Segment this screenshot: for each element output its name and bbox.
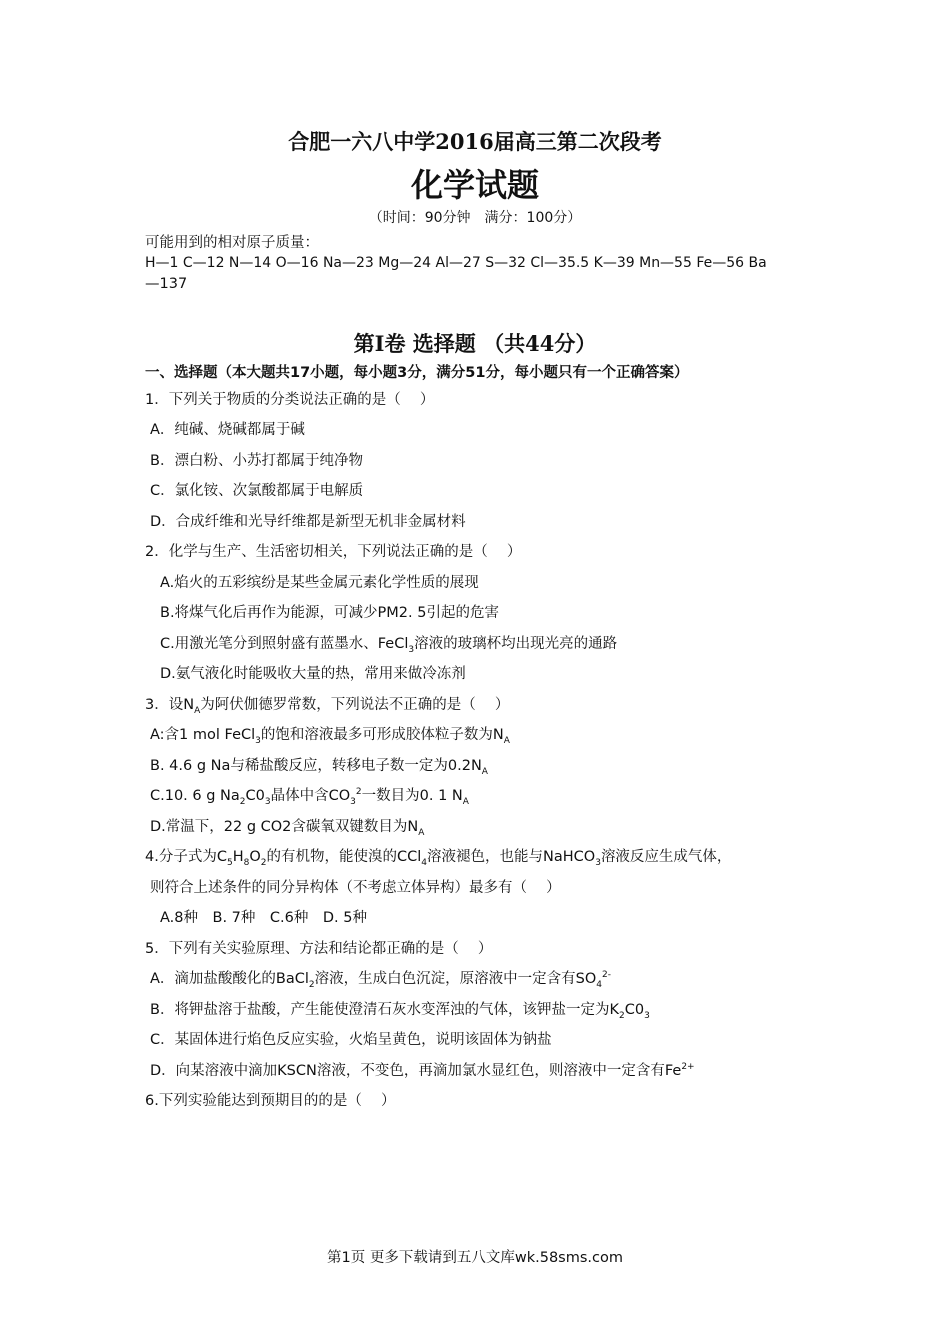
q2-option-c: C.用激光笔分到照射盛有蓝墨水、FeCl$_3$溶液的玻璃杯均出现光亮的通路 — [160, 636, 618, 655]
q4-options: A.8种 B. 7种 C.6种 D. 5种 — [160, 910, 367, 926]
q1-option-a: A．纯碱、烧碱都属于碱 — [150, 422, 305, 438]
q3-option-c: C.10. 6 g $Na_2C0_3$晶体中含$CO_3^2$一数目为0. 1 $N_A$ — [150, 787, 469, 807]
q6-stem: 6.下列实验能达到预期目的的是（ ） — [145, 1093, 396, 1109]
q5-stem: 5．下列有关实验原理、方法和结论都正确的是（ ） — [145, 941, 493, 957]
q3-option-b: B. 4.6 g Na与稀盐酸反应，转移电子数一定为$0.2N_A$ — [150, 758, 488, 777]
school-title: 合肥一六八中学2016届高三第二次段考 — [288, 129, 662, 154]
q2-option-a: A.焰火的五彩缤纷是某些金属元素化学性质的展现 — [160, 575, 479, 591]
section-title: 第Ⅰ卷 选择题 （共44分） — [353, 331, 597, 356]
q3-option-a: A:含1 mol FeCl$_3$的饱和溶液最多可形成胶体粒子数为$N_A$ — [150, 727, 510, 746]
q4-stem: 4.分子式为$C_5H_8O_2$的有机物，能使溴的CCl$_4$溶液褪色，也能与NaHCO$_3$溶液反应生成气体， — [145, 849, 732, 868]
q5-option-b: B．将钾盐溶于盐酸，产生能使澄清石灰水变浑浊的气体，该钾盐一定为$K_2C0_3$ — [150, 1002, 650, 1021]
q1-option-c: C．氯化铵、次氯酸都属于电解质 — [150, 483, 364, 499]
atomic-mass-line2: —137 — [145, 276, 188, 292]
q1-stem: 1．下列关于物质的分类说法正确的是（ ） — [145, 392, 435, 408]
atomic-mass-label: 可能用到的相对原子质量： — [145, 235, 319, 251]
q5-option-d: D．向某溶液中滴加KSCN溶液，不变色，再滴加氯水显红色，则溶液中一定含有$Fe^{2+}$ — [150, 1062, 695, 1079]
q2-option-d: D.氨气液化时能吸收大量的热，常用来做冷冻剂 — [160, 666, 466, 682]
exam-title: 化学试题 — [410, 166, 539, 204]
q5-option-c: C．某固体进行焰色反应实验，火焰呈黄色，说明该固体为钠盐 — [150, 1032, 552, 1048]
q3-option-d: D.常温下，22 g CO2含碳氧双键数目为$N_A$ — [150, 819, 425, 838]
exam-info: （时间：90分钟 满分：100分） — [368, 210, 582, 226]
q4-stem-line2: 则符合上述条件的同分异构体（不考虑立体异构）最多有（ ） — [150, 880, 561, 896]
q3-stem: 3．设$N_A$为阿伏伽德罗常数，下列说法不正确的是（ ） — [145, 697, 510, 716]
instructions: 一、选择题（本大题共17小题，每小题3分，满分51分，每小题只有一个正确答案） — [145, 365, 689, 381]
atomic-mass-line1: H—1 C—12 N—14 O—16 Na—23 Mg—24 Al—27 S—32 Cl—35.5 K—39 Mn—55 Fe—56 Ba — [145, 255, 767, 271]
page-footer: 第1页 更多下载请到五八文库wk.58sms.com — [327, 1250, 623, 1266]
q2-option-b: B.将煤气化后再作为能源，可减少PM2. 5引起的危害 — [160, 605, 499, 621]
q2-stem: 2．化学与生产、生活密切相关，下列说法正确的是（ ） — [145, 544, 522, 560]
q1-option-d: D．合成纤维和光导纤维都是新型无机非金属材料 — [150, 514, 466, 530]
q1-option-b: B．漂白粉、小苏打都属于纯净物 — [150, 453, 363, 469]
q5-option-a: A．滴加盐酸酸化的BaCl$_2$溶液，生成白色沉淀，原溶液中一定含有$SO_4^{2-}$ — [150, 970, 611, 990]
